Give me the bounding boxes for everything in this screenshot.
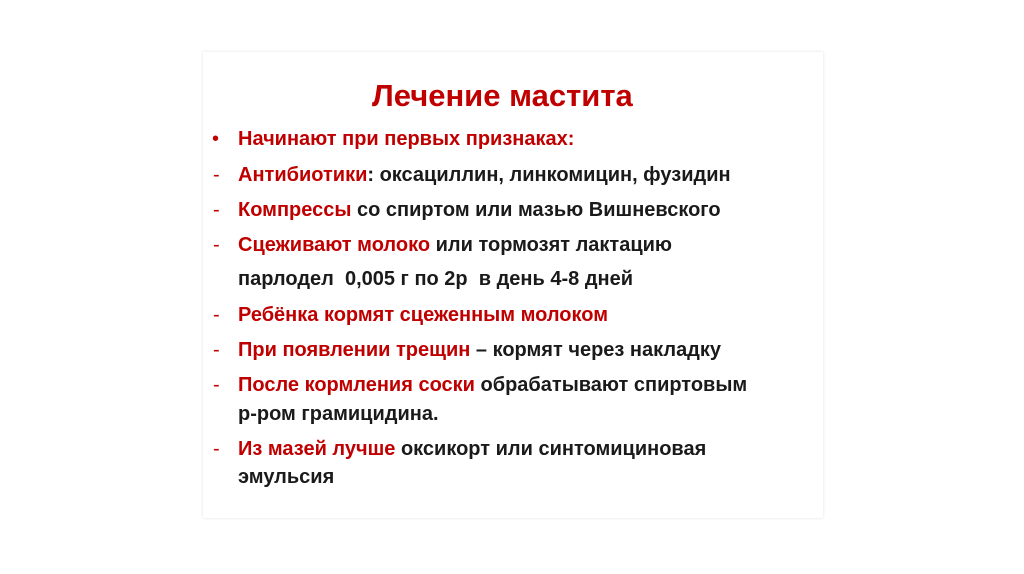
list-item [238, 302, 608, 328]
list-item-continuation: эмульсия [238, 466, 335, 488]
list-item [238, 337, 721, 363]
item-highlight: При появлении трещин [238, 339, 471, 361]
list-item-continuation: парлодел 0,005 г по 2р в день 4-8 дней [238, 268, 634, 290]
item-highlight: Сцеживают молоко [238, 234, 431, 256]
dash-marker: - [213, 374, 220, 396]
dash-marker: - [213, 234, 220, 256]
item-text: со спиртом или мазью Вишневского [351, 199, 721, 221]
list-item [238, 232, 672, 258]
item-text: оксикорт или синтомициновая [395, 438, 707, 460]
item-highlight: Антибиотики [238, 164, 368, 186]
list-item-continuation: р-ром грамицидина. [238, 403, 439, 425]
item-text: : оксациллин, линкомицин, фузидин [367, 164, 731, 186]
dash-marker: - [213, 438, 220, 460]
item-highlight: Ребёнка кормят сцеженным молоком [238, 304, 608, 326]
item-text: – кормят через накладку [470, 339, 722, 361]
list-item [238, 126, 574, 152]
item-text: обрабатывают спиртовым [474, 374, 748, 396]
item-highlight: Начинают при первых признаках: [238, 128, 575, 150]
list-item [238, 436, 706, 462]
list-item [238, 372, 747, 398]
slide-title: Лечение мастита [372, 78, 633, 113]
item-highlight: После кормления соски [238, 374, 475, 396]
dash-marker: - [213, 199, 220, 221]
bullet-marker: • [212, 128, 220, 150]
item-text: или тормозят лактацию [430, 234, 673, 256]
item-highlight: Из мазей лучше [238, 438, 396, 460]
list-item [238, 162, 731, 188]
dash-marker: - [213, 339, 220, 361]
item-highlight: Компрессы [238, 199, 352, 221]
dash-marker: - [213, 164, 220, 186]
dash-marker: - [213, 304, 220, 326]
list-item [238, 197, 721, 223]
